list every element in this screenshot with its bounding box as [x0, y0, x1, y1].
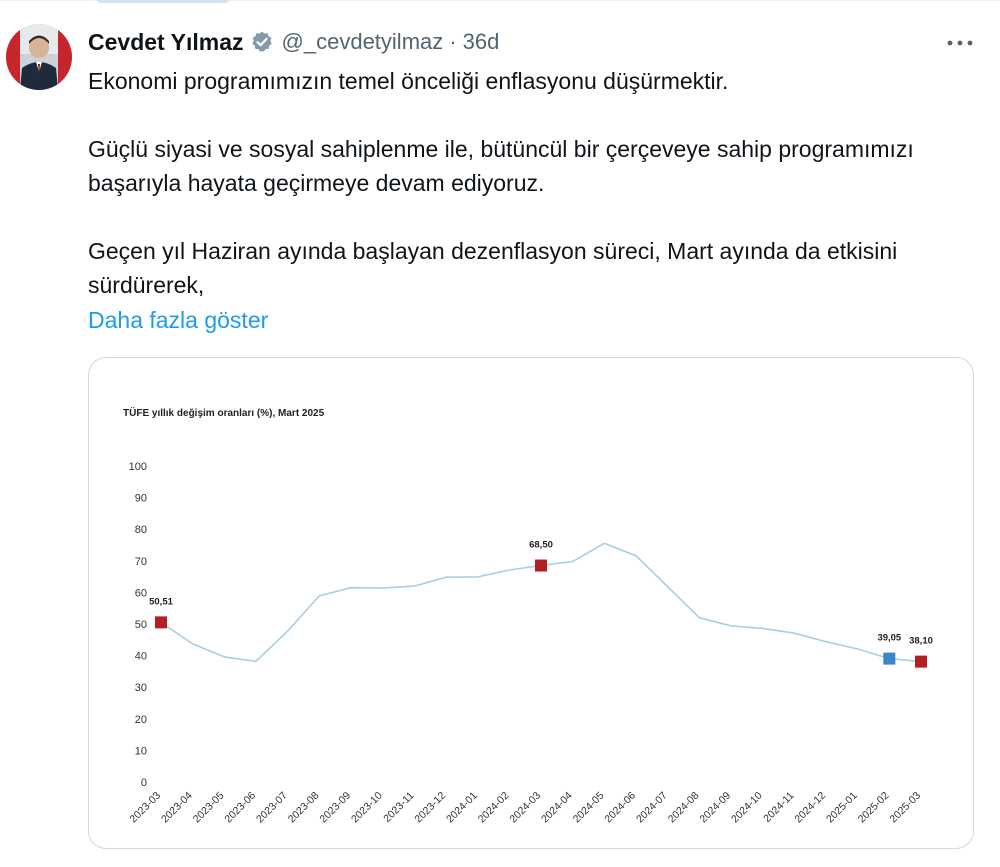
header-separator: · [449, 29, 457, 54]
y-tick-label: 0 [140, 777, 147, 789]
author-name[interactable]: Cevdet Yılmaz [88, 28, 244, 55]
highlight-marker [915, 656, 927, 668]
x-tick-label: 2025-03 [887, 789, 924, 826]
y-tick-label: 90 [134, 492, 147, 505]
show-more-link[interactable]: Daha fazla göster [88, 307, 269, 333]
y-tick-label: 10 [134, 745, 147, 758]
tweet-paragraph-3: Geçen yıl Haziran ayında başlayan dezenflasyon süreci, Mart ayında da etkisini sürdürerek, [88, 238, 898, 298]
x-tick-label: 2023-11 [381, 789, 417, 825]
tweet-header [88, 27, 499, 57]
x-tick-label: 2024-07 [634, 789, 670, 826]
tweet-paragraph-1: Ekonomi programımızın temel önceliği enflasyonu düşürmektir. [88, 68, 729, 94]
x-tick-label: 2024-06 [602, 789, 639, 826]
highlight-marker [883, 653, 895, 665]
x-tick-label: 2023-08 [285, 789, 322, 826]
x-tick-label: 2024-01 [444, 789, 480, 826]
highlight-marker [535, 560, 547, 572]
tweet-media-image[interactable] [88, 357, 974, 849]
x-tick-label: 2024-03 [507, 789, 544, 826]
data-label: 38,10 [909, 635, 933, 647]
x-tick-label: 2024-04 [539, 789, 575, 826]
y-axis [129, 461, 147, 789]
x-tick-label: 2023-05 [190, 789, 227, 826]
x-tick-label: 2023-07 [254, 789, 290, 826]
x-axis [127, 790, 923, 826]
x-tick-label: 2024-09 [697, 789, 734, 826]
tweet-paragraph-2: Güçlü siyasi ve sosyal sahiplenme ile, bütüncül bir çerçeveye sahip programımızı başarıyla hayata geçirmeye devam ediyoruz. [88, 136, 914, 196]
data-label: 68,50 [529, 539, 553, 551]
data-label: 50,51 [149, 596, 173, 608]
x-tick-label: 2023-03 [127, 789, 164, 826]
author-handle[interactable]: @_cevdetyilmaz [281, 29, 444, 54]
x-tick-label: 2025-02 [855, 789, 892, 826]
more-options-icon[interactable] [940, 28, 980, 58]
x-tick-label: 2024-08 [665, 789, 702, 826]
y-tick-label: 70 [134, 555, 147, 568]
chart-title: TÜFE yıllık değişim oranları (%), Mart 2025 [123, 408, 325, 419]
x-tick-label: 2024-12 [792, 789, 829, 826]
y-tick-label: 40 [134, 650, 147, 663]
x-tick-label: 2023-06 [222, 789, 259, 826]
y-tick-label: 50 [134, 619, 147, 631]
x-tick-label: 2023-10 [349, 789, 385, 826]
highlight-markers [149, 540, 933, 668]
y-tick-label: 80 [134, 524, 147, 537]
x-tick-label: 2024-05 [570, 789, 607, 826]
top-tab-indicator [97, 0, 229, 3]
y-tick-label: 30 [134, 682, 147, 695]
x-tick-label: 2023-09 [317, 789, 354, 826]
x-tick-label: 2024-10 [729, 789, 765, 826]
y-tick-label: 60 [134, 587, 147, 600]
x-tick-label: 2023-12 [412, 789, 449, 826]
y-tick-label: 100 [128, 461, 147, 473]
x-tick-label: 2024-11 [761, 789, 797, 825]
x-tick-label: 2025-01 [824, 789, 860, 826]
y-tick-label: 20 [134, 713, 147, 726]
tweet-text [88, 64, 968, 302]
x-tick-label: 2024-02 [475, 789, 512, 826]
verified-badge-icon [250, 30, 274, 54]
data-label: 39,05 [877, 632, 902, 644]
inflation-line-chart [89, 358, 973, 848]
x-tick-label: 2023-04 [159, 789, 195, 826]
tweet-timestamp[interactable]: 36d [462, 29, 500, 54]
highlight-marker [155, 616, 167, 628]
avatar[interactable] [6, 24, 72, 90]
